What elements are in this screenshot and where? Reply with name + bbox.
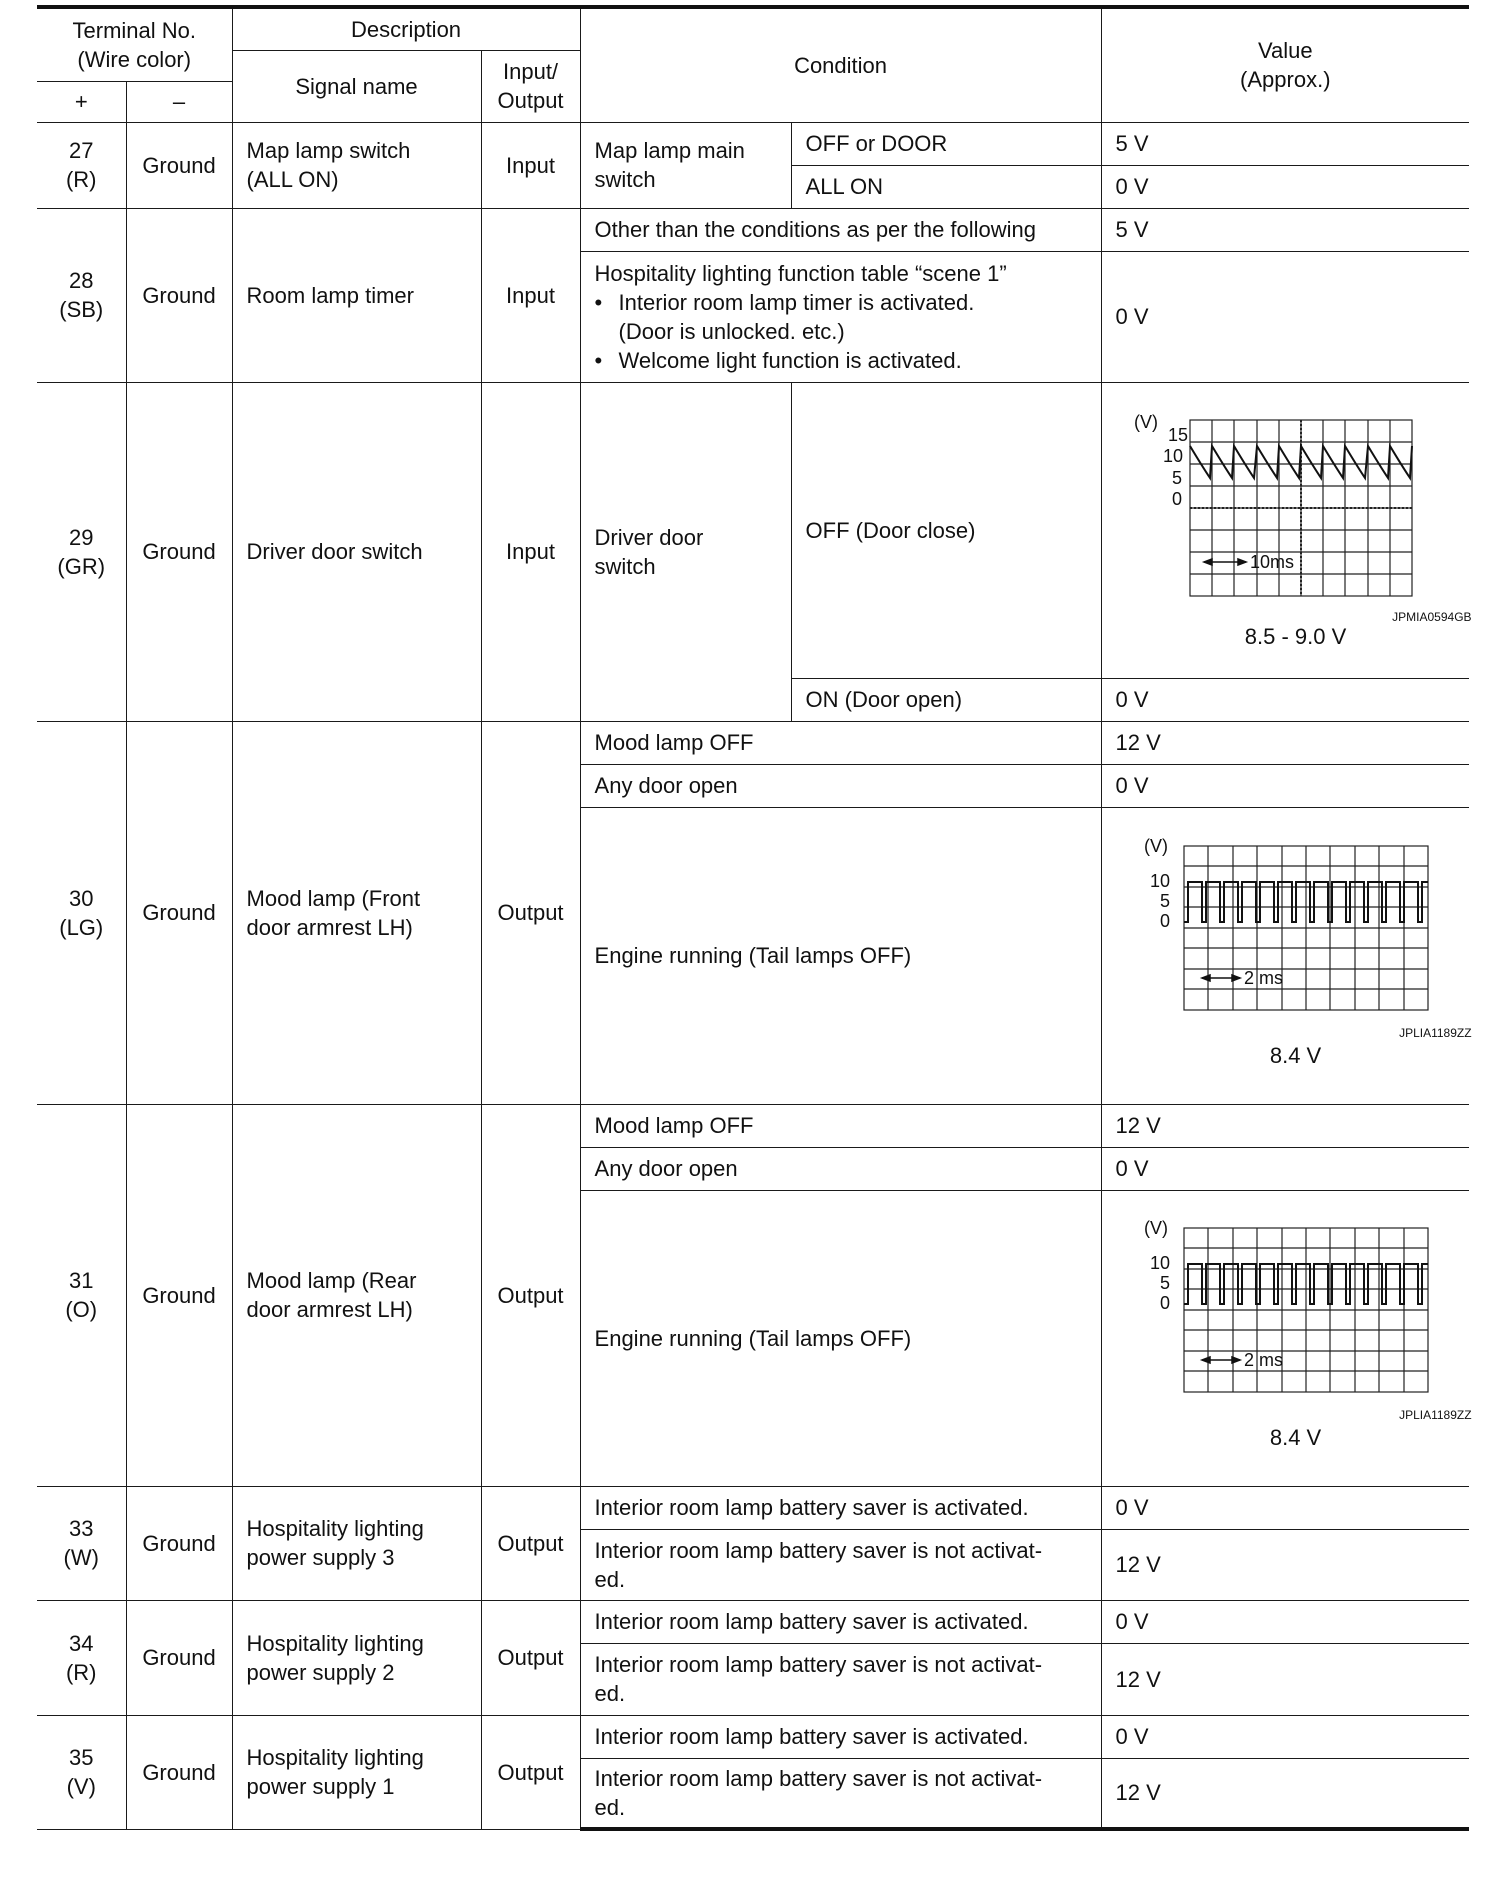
condition-34-a: Interior room lamp battery saver is activated. [580,1600,1101,1643]
value-35-a: 0 V [1101,1715,1469,1758]
value-33-a: 0 V [1101,1486,1469,1529]
figure-id: JPLIA1189ZZ [1399,1408,1472,1422]
waveform-tick: 5 [1159,1273,1170,1293]
condition-31-c: Engine running (Tail lamps OFF) [580,1190,1101,1486]
ground-35: Ground [126,1715,232,1829]
condition-30-a: Mood lamp OFF [580,721,1101,764]
header-wire-color-label: (Wire color) [77,46,192,72]
figure-id: JPMIA0594GB [1392,610,1472,624]
io-30: Output [481,721,580,1104]
condition-35-b: Interior room lamp battery saver is not activat- ed. [580,1758,1101,1829]
waveform-timebase: 2 ms [1243,1350,1283,1370]
value-35-b: 12 V [1101,1758,1469,1829]
value-31-a: 12 V [1101,1104,1469,1147]
header-terminal-no [37,7,232,81]
value-29-b: 0 V [1101,678,1469,721]
value-27-a: 5 V [1101,122,1469,165]
waveform-31-plot [1116,1218,1476,1398]
waveform-timebase-arrow [1204,559,1246,565]
waveform-value: 8.4 V [1269,1425,1322,1450]
waveform-grid [1184,846,1428,1010]
header-minus: – [126,81,232,122]
ground-33: Ground [126,1486,232,1600]
io-27: Input [481,122,580,208]
condition-28-bullets [595,288,1087,375]
condition-28-bullet: • Interior room lamp timer is activated. (Door is unlocked. etc.) [595,288,1087,346]
waveform-29-plot [1116,410,1476,600]
ground-28: Ground [126,208,232,382]
terminal-30: 30 (LG) [37,721,126,1104]
waveform-unit: (V) [1143,835,1168,856]
figure-id: JPLIA1189ZZ [1399,1025,1472,1040]
waveform-tick: 0 [1171,489,1182,509]
value-27-b: 0 V [1101,165,1469,208]
value-33-b: 12 V [1101,1529,1469,1600]
terminal-35: 35 (V) [37,1715,126,1829]
condition-27-b: ALL ON [791,165,1101,208]
terminal-29: 29 (GR) [37,382,126,721]
terminal-31: 31 (O) [37,1104,126,1486]
io-31: Output [481,1104,580,1486]
signal-30: Mood lamp (Front door armrest LH) [232,721,481,1104]
waveform-value: 8.5 - 9.0 V [1244,624,1347,649]
value-30-b: 0 V [1101,764,1469,807]
condition-27-a: OFF or DOOR [791,122,1101,165]
condition-33-a: Interior room lamp battery saver is activated. [580,1486,1101,1529]
waveform-tick: 15 [1167,425,1188,445]
terminal-spec-table [37,5,1472,1831]
ground-34: Ground [126,1600,232,1715]
signal-34: Hospitality lighting power supply 2 [232,1600,481,1715]
terminal-27: 27 (R) [37,122,126,208]
condition-30-c: Engine running (Tail lamps OFF) [580,807,1101,1104]
header-signal-name: Signal name [232,50,481,122]
terminal-28: 28 (SB) [37,208,126,382]
header-description: Description [232,7,580,50]
waveform-grid [1184,1228,1428,1392]
header-condition: Condition [580,7,1101,122]
value-31-c [1101,1190,1472,1486]
waveform-tick: 0 [1159,910,1170,931]
condition-28-title: Hospitality lighting function table “scene 1” [594,260,1007,286]
value-34-a: 0 V [1101,1600,1469,1643]
value-30-a: 12 V [1101,721,1469,764]
condition-31-b: Any door open [580,1147,1101,1190]
header-terminal-label: Terminal No. [72,17,196,43]
ground-27: Ground [126,122,232,208]
waveform-tick: 5 [1159,890,1170,911]
condition-28-bullet: • Welcome light function is activated. [595,346,1087,375]
ground-29: Ground [126,382,232,721]
waveform-tick: 10 [1149,870,1170,891]
waveform-tick: 10 [1149,1253,1170,1273]
condition-34-b: Interior room lamp battery saver is not activat- ed. [580,1643,1101,1715]
waveform-30-plot [1116,836,1476,1016]
waveform-timebase-arrow [1202,975,1240,981]
value-30-c [1101,807,1472,1104]
header-input-output: Input/ Output [481,50,580,122]
condition-30-b: Any door open [580,764,1101,807]
ground-30: Ground [126,721,232,1104]
condition-29-b: ON (Door open) [791,678,1101,721]
waveform-29 [1116,410,1476,650]
condition-group-27: Map lamp main switch [580,122,791,208]
waveform-tick: 5 [1171,468,1182,488]
waveform-timebase: 2 ms [1243,967,1283,988]
header-plus: + [37,81,126,122]
io-33: Output [481,1486,580,1600]
waveform-timebase: 10ms [1249,552,1294,572]
signal-35: Hospitality lighting power supply 1 [232,1715,481,1829]
condition-28-a: Other than the conditions as per the following [580,208,1101,251]
waveform-tick: 10 [1162,446,1183,466]
header-value-label: Value [1257,38,1313,64]
io-35: Output [481,1715,580,1829]
ground-31: Ground [126,1104,232,1486]
condition-29-a: OFF (Door close) [791,382,1101,678]
terminal-34: 34 (R) [37,1600,126,1715]
waveform-31 [1116,1218,1476,1458]
condition-group-29: Driver door switch [580,382,791,721]
io-29: Input [481,382,580,721]
signal-27: Map lamp switch (ALL ON) [232,122,481,208]
signal-33: Hospitality lighting power supply 3 [232,1486,481,1600]
waveform-unit: (V) [1143,1218,1168,1238]
waveform-unit: (V) [1133,412,1158,432]
condition-33-b: Interior room lamp battery saver is not activat- ed. [580,1529,1101,1600]
signal-29: Driver door switch [232,382,481,721]
terminal-33: 33 (W) [37,1486,126,1600]
value-31-b: 0 V [1101,1147,1469,1190]
signal-31: Mood lamp (Rear door armrest LH) [232,1104,481,1486]
condition-35-a: Interior room lamp battery saver is activated. [580,1715,1101,1758]
value-34-b: 12 V [1101,1643,1469,1715]
signal-28: Room lamp timer [232,208,481,382]
value-28-a: 5 V [1101,208,1469,251]
waveform-timebase-arrow [1202,1357,1240,1363]
waveform-value: 8.4 V [1269,1042,1322,1068]
condition-31-a: Mood lamp OFF [580,1104,1101,1147]
value-28-b: 0 V [1101,251,1469,382]
io-34: Output [481,1600,580,1715]
header-approx-label: (Approx.) [1240,67,1331,93]
io-28: Input [481,208,580,382]
waveform-30 [1116,836,1476,1076]
condition-28-b [580,251,1101,382]
waveform-tick: 0 [1159,1293,1170,1313]
value-29-a [1101,382,1472,678]
header-value [1101,7,1469,122]
